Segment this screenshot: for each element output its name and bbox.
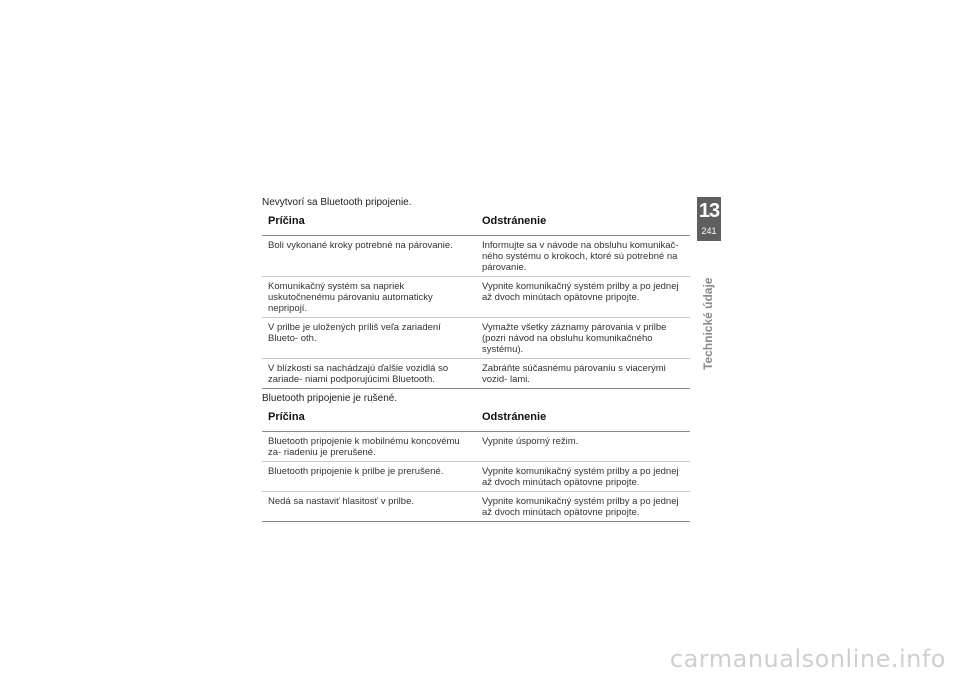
page-content: [262, 197, 690, 522]
cause-cell: Bluetooth pripojenie k prilbe je prerušené.: [262, 462, 476, 492]
table-row: [262, 318, 690, 359]
column-header-cause: Príčina: [262, 408, 476, 432]
watermark-text: carmanualsonline.info: [669, 645, 946, 673]
table-row: [262, 432, 690, 462]
fix-cell: Vypnite komunikačný systém prilby a po jednej až dvoch minútach opätovne pripojte.: [476, 277, 690, 318]
column-header-cause: Príčina: [262, 212, 476, 236]
chapter-number: 13: [698, 200, 720, 222]
page-number: 241: [701, 226, 717, 236]
column-header-fix: Odstránenie: [476, 408, 690, 432]
cause-cell: Boli vykonané kroky potrebné na párovanie.: [262, 236, 476, 277]
section-heading-connection-failed: Nevytvorí sa Bluetooth pripojenie.: [262, 197, 412, 208]
cause-cell: Komunikačný systém sa napriek uskutočnenému párovaniu automaticky nepripojí.: [262, 277, 476, 318]
table-row: [262, 277, 690, 318]
table-row: [262, 236, 690, 277]
chapter-tab: [697, 197, 721, 241]
troubleshooting-table-disruption: [262, 408, 690, 522]
table-header-row: [262, 408, 690, 432]
section-heading-connection-disrupted: Bluetooth pripojenie je rušené.: [262, 393, 398, 404]
fix-cell: Vymažte všetky záznamy párovania v prilbe (pozri návod na obsluhu komunikačného systému).: [476, 318, 690, 359]
cause-cell: Nedá sa nastaviť hlasitosť v prilbe.: [262, 492, 476, 522]
table-row: [262, 359, 690, 389]
cause-cell: Bluetooth pripojenie k mobilnému koncovému za- riadeniu je prerušené.: [262, 432, 476, 462]
fix-cell: Informujte sa v návode na obsluhu komunikač- ného systému o krokoch, ktoré sú potrebné na párovanie.: [476, 236, 690, 277]
troubleshooting-table-connection: [262, 212, 690, 389]
fix-cell: Zabráňte súčasnému párovaniu s viacerými vozid- lami.: [476, 359, 690, 389]
table-row: [262, 492, 690, 522]
chapter-title-vertical: Technické údaje: [701, 277, 715, 370]
cause-cell: V prilbe je uložených príliš veľa zariadení Blueto- oth.: [262, 318, 476, 359]
column-header-fix: Odstránenie: [476, 212, 690, 236]
table-header-row: [262, 212, 690, 236]
fix-cell: Vypnite úsporný režim.: [476, 432, 690, 462]
cause-cell: V blízkosti sa nachádzajú ďalšie vozidlá so zariade- niami podporujúcimi Bluetooth.: [262, 359, 476, 389]
table-row: [262, 462, 690, 492]
fix-cell: Vypnite komunikačný systém prilby a po jednej až dvoch minútach opätovne pripojte.: [476, 462, 690, 492]
fix-cell: Vypnite komunikačný systém prilby a po jednej až dvoch minútach opätovne pripojte.: [476, 492, 690, 522]
